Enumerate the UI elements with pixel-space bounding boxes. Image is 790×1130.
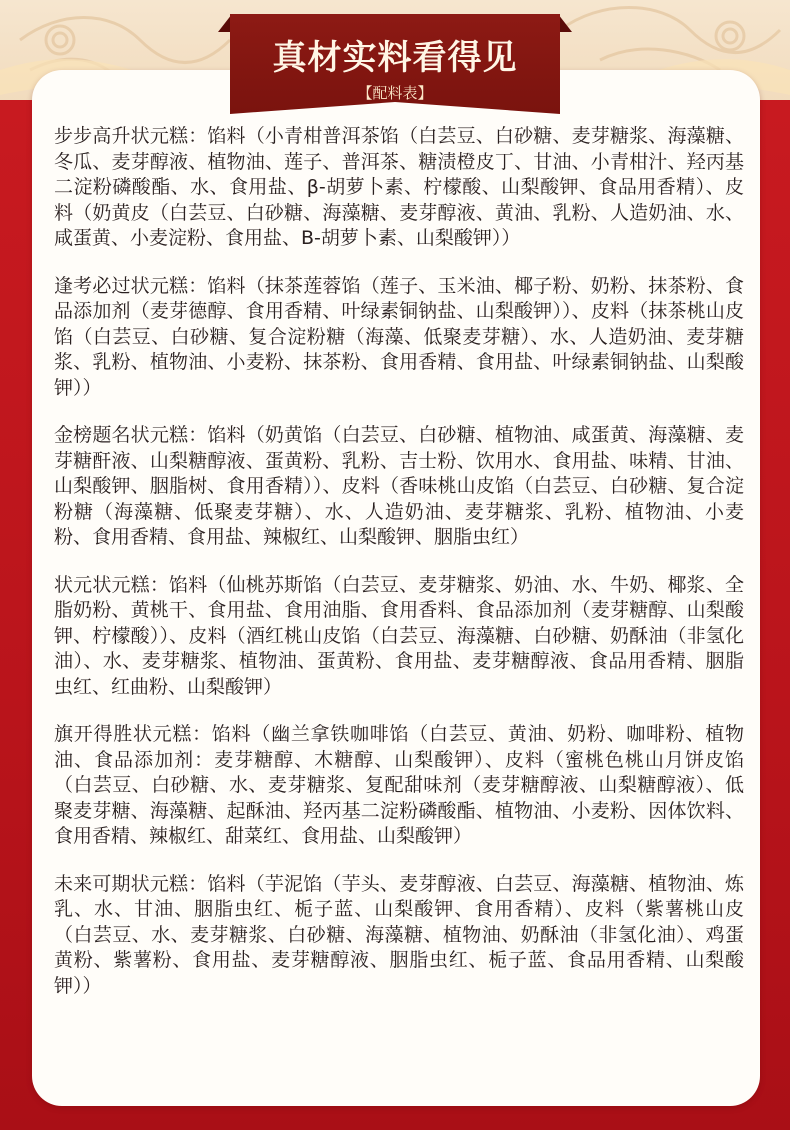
ingredient-entry-6: 未来可期状元糕：馅料（芋泥馅（芋头、麦芽醇液、白芸豆、海藻糖、植物油、炼乳、水、甘油、胭脂虫红、栀子蓝、山梨酸钾、食用香精）、皮料（紫薯桃山皮（白芸豆、水、麦芽糖浆、白砂糖、海藻糖、植物油、奶酥油（非氢化油）、鸡蛋黄粉、紫薯粉、食用盐、麦芽糖醇液、胭脂虫红、栀子蓝、食品用香精、山梨酸钾）） bbox=[54, 872, 744, 997]
ingredients-list bbox=[54, 124, 744, 1021]
page-subtitle: 【配料表】 bbox=[357, 84, 433, 102]
ingredient-entry-4: 状元状元糕：馅料（仙桃苏斯馅（白芸豆、麦芽糖浆、奶油、水、牛奶、椰浆、全脂奶粉、黄桃干、食用盐、食用油脂、食用香料、食品添加剂（麦芽糖醇、山梨酸钾、柠檬酸））、皮料（酒红桃山皮馅（白芸豆、海藻糖、白砂糖、奶酥油（非氢化油）、水、麦芽糖浆、植物油、蛋黄粉、食用盐、麦芽糖醇液、食品用香精、胭脂虫红、红曲粉、山梨酸钾） bbox=[54, 573, 744, 698]
title-ribbon bbox=[230, 14, 560, 114]
ingredient-entry-3: 金榜题名状元糕：馅料（奶黄馅（白芸豆、白砂糖、植物油、咸蛋黄、海藻糖、麦芽糖酐液、山梨糖醇液、蛋黄粉、乳粉、吉士粉、饮用水、食用盐、味精、甘油、山梨酸钾、胭脂树、食用香精））、皮料（香味桃山皮馅（白芸豆、白砂糖、复合淀粉糖（海藻糖、低聚麦芽糖）、水、人造奶油、麦芽糖浆、乳粉、植物油、小麦粉、食用香精、食用盐、辣椒红、山梨酸钾、胭脂虫红） bbox=[54, 424, 744, 548]
ingredient-entry-2: 逢考必过状元糕：馅料（抹茶莲蓉馅（莲子、玉米油、椰子粉、奶粉、抹茶粉、食品添加剂（麦芽德醇、食用香精、叶绿素铜钠盐、山梨酸钾））、皮料（抹茶桃山皮馅（白芸豆、白砂糖、复合淀粉糖（海藻、低聚麦芽糖）、水、人造奶油、麦芽糖浆、乳粉、植物油、小麦粉、抹茶粉、食用香精、食用盐、叶绿素铜钠盐、山梨酸钾）） bbox=[54, 274, 744, 399]
ingredient-entry-5: 旗开得胜状元糕：馅料（幽兰拿铁咖啡馅（白芸豆、黄油、奶粉、咖啡粉、植物油、食品添加剂：麦芽糖醇、木糖醇、山梨酸钾）、皮料（蜜桃色桃山月饼皮馅（白芸豆、白砂糖、水、麦芽糖浆、复配甜味剂（麦芽糖醇液、山梨糖醇液）、低聚麦芽糖、海藻糖、起酥油、羟丙基二淀粉磷酸酯、植物油、小麦粉、因体饮料、食用香精、辣椒红、甜菜红、食用盐、山梨酸钾） bbox=[54, 723, 744, 847]
page-title: 真材实料看得见 bbox=[272, 38, 518, 78]
ingredient-entry-1: 步步高升状元糕：馅料（小青柑普洱茶馅（白芸豆、白砂糖、麦芽糖浆、海藻糖、冬瓜、麦芽醇液、植物油、莲子、普洱茶、糖渍橙皮丁、甘油、小青柑汁、羟丙基二淀粉磷酸酯、水、食用盐、β-胡萝卜素、柠檬酸、山梨酸钾、食品用香精）、皮料（奶黄皮（白芸豆、白砂糖、海藻糖、麦芽醇液、黄油、乳粉、人造奶油、水、咸蛋黄、小麦淀粉、食用盐、B-胡萝卜素、山梨酸钾）） bbox=[54, 125, 744, 249]
